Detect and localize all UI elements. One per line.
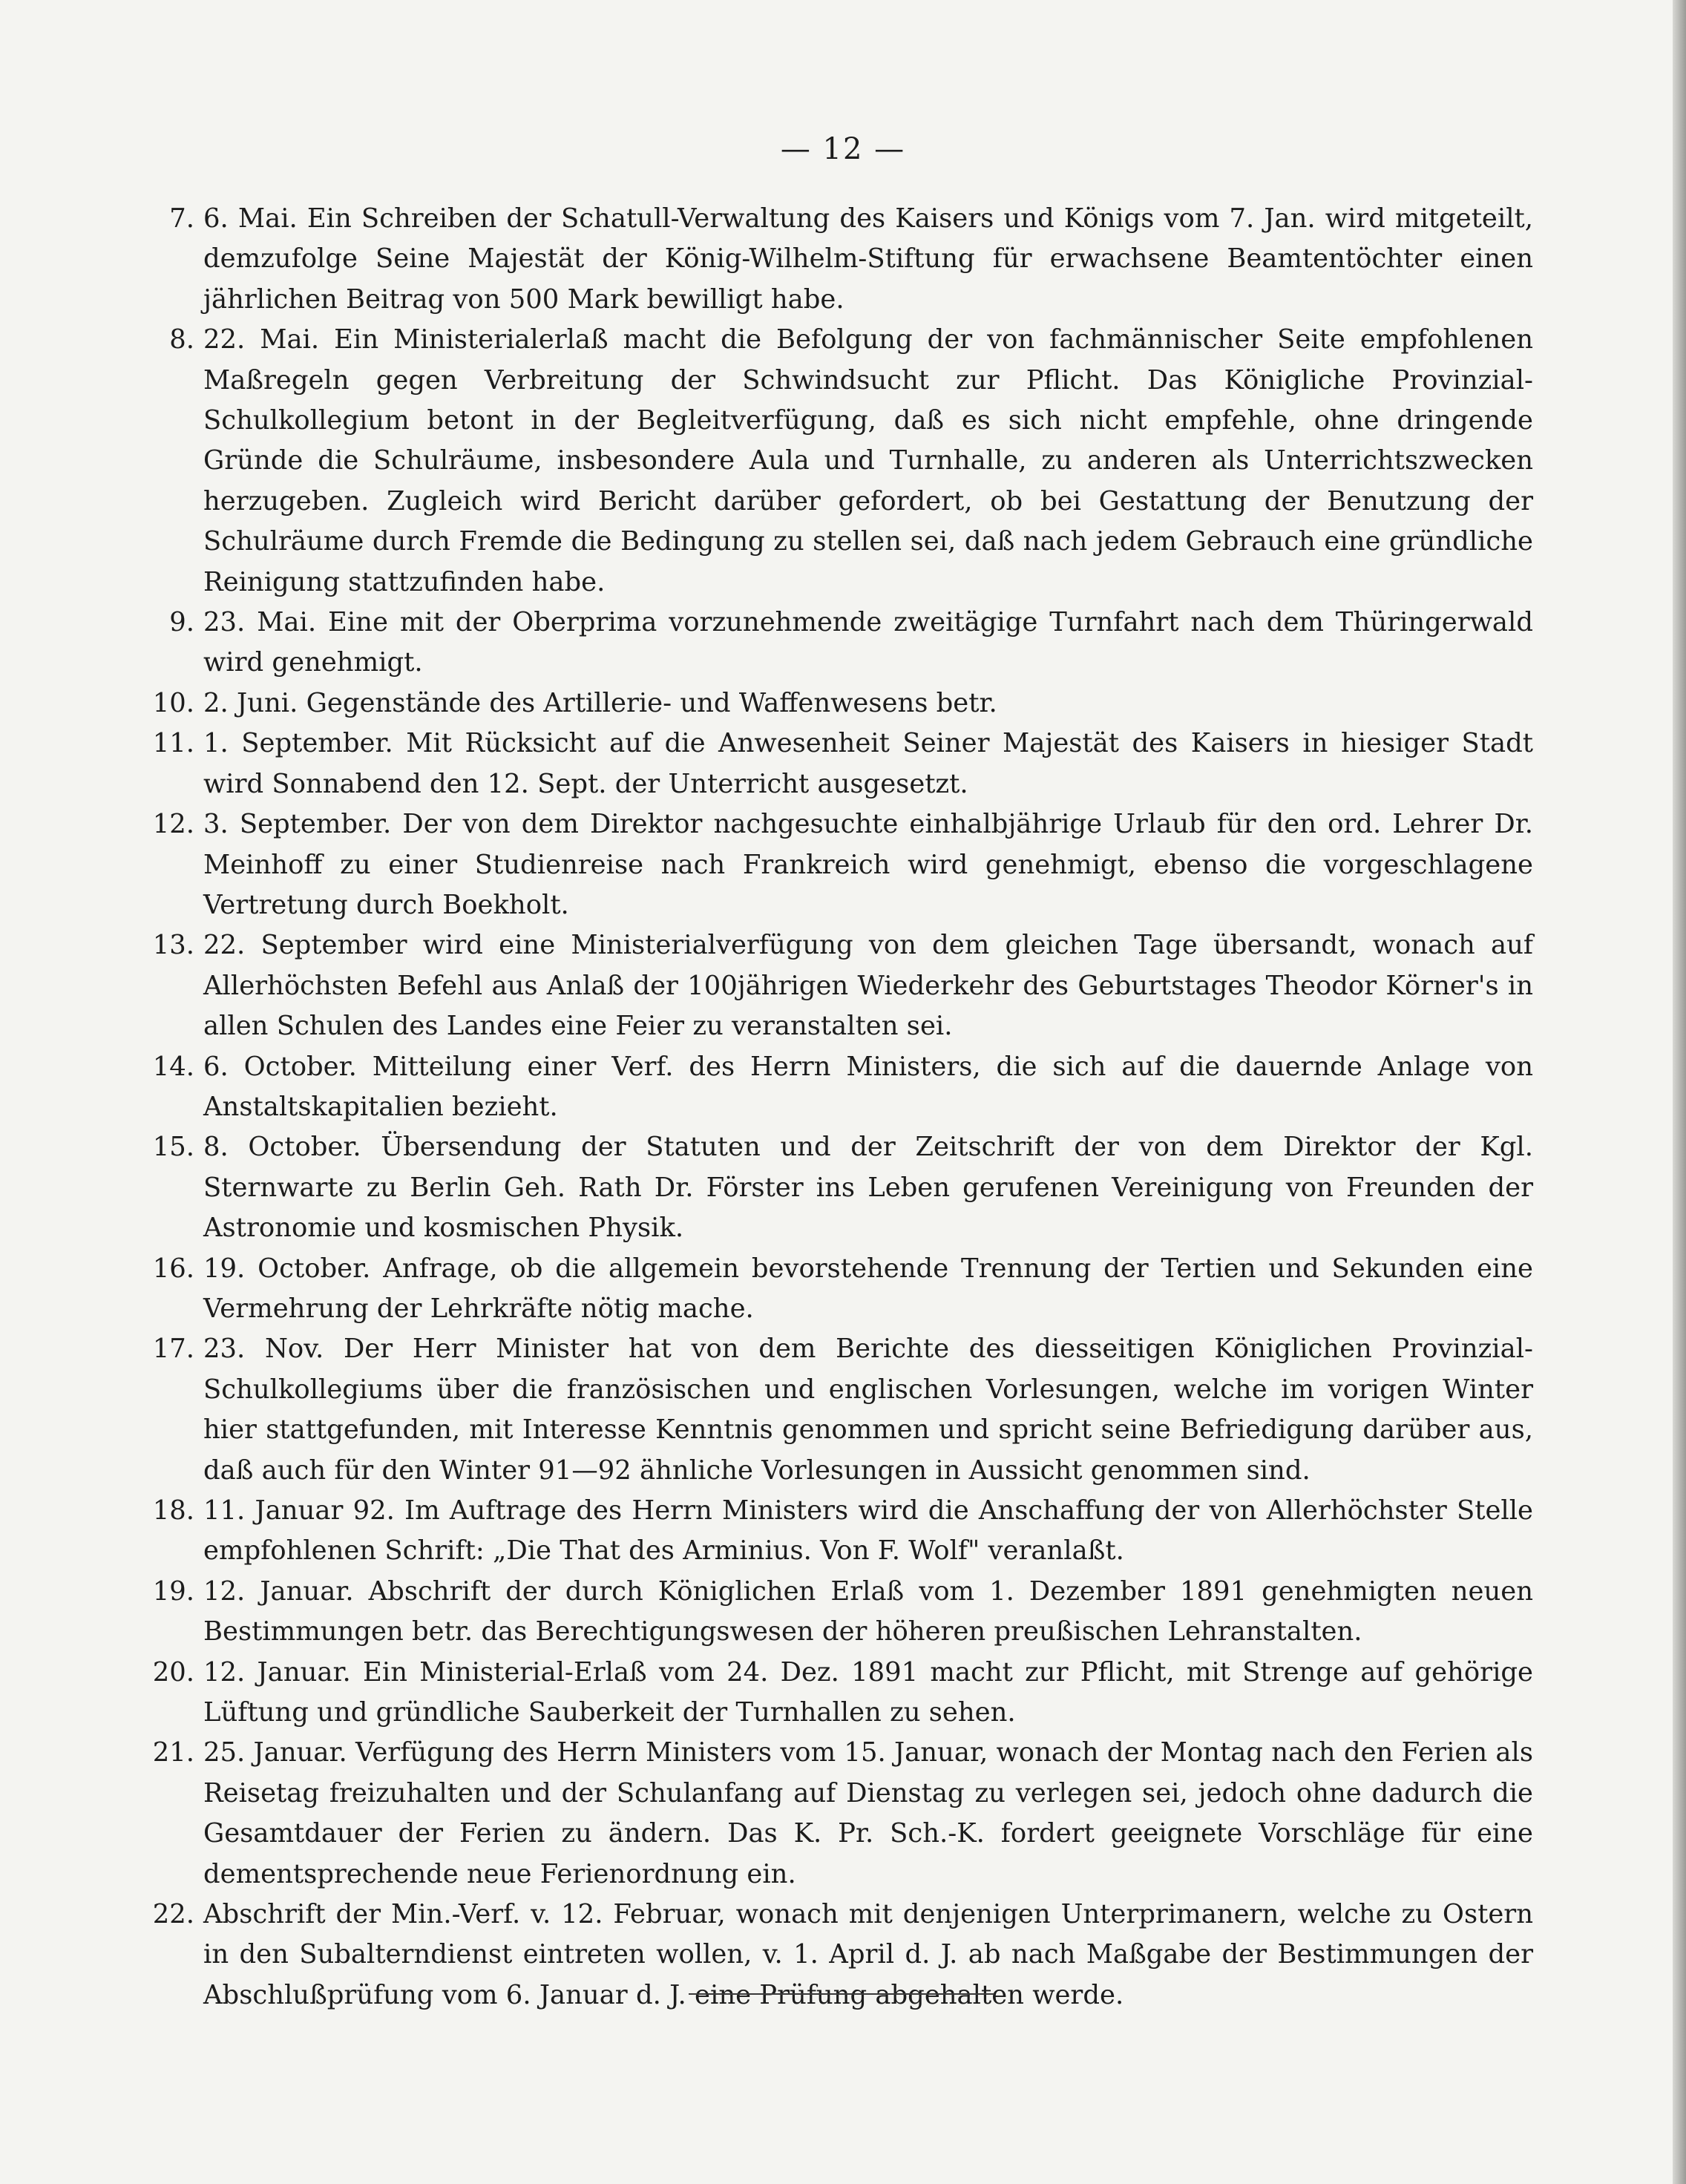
entry-number: 18. xyxy=(152,1495,194,1526)
list-item xyxy=(145,925,1533,1046)
list-item xyxy=(145,1127,1533,1248)
entry-text: 22. Mai. Ein Ministerialerlaß macht die Befolgung der von fachmännischer Seite empfohlenen Maßregeln gegen Verbreitung der Schwindsucht zur Pflicht. Das Königliche Provinzial-Schulkollegium betont in der Begleitverfügung, daß es sich nicht empfehle, ohne dringende Gründe die Schulräume, insbesondere Aula und Turnhalle, zu anderen als Unterrichtszwecken herzugeben. Zugleich wird Bericht darüber gefordert, ob bei Gestattung der Benutzung der Schulräume durch Fremde die Bedingung zu stellen sei, daß nach jedem Gebrauch eine gründliche Reinigung stattzufinden habe. xyxy=(203,324,1533,597)
entry-text: 6. October. Mitteilung einer Verf. des Herrn Ministers, die sich auf die dauernde Anlage von Anstaltskapitalien bezieht. xyxy=(203,1051,1533,1122)
entry-number: 14. xyxy=(152,1051,194,1082)
list-item xyxy=(145,1249,1533,1330)
list-item xyxy=(145,1047,1533,1128)
entry-number: 12. xyxy=(152,809,194,840)
entry-text: 11. Januar 92. Im Auftrage des Herrn Ministers wird die Anschaffung der von Allerhöchster Stelle empfohlenen Schrift: „Die That des Arminius. Von F. Wolf" veranlaßt. xyxy=(203,1495,1533,1567)
list-item xyxy=(145,1491,1533,1572)
entry-text: 1. September. Mit Rücksicht auf die Anwesenheit Seiner Majestät des Kaisers in hiesiger Stadt wird Sonnabend den 12. Sept. der Unterricht ausgesetzt. xyxy=(203,728,1533,799)
list-item xyxy=(145,724,1533,804)
entry-text: 6. Mai. Ein Schreiben der Schatull-Verwaltung des Kaisers und Königs vom 7. Jan. wird mitgeteilt, demzufolge Seine Majestät der König-Wilhelm-Stiftung für erwachsene Beamtentöchter einen jährlichen Beitrag von 500 Mark bewilligt habe. xyxy=(203,203,1533,315)
entry-number: 8. xyxy=(169,324,194,355)
entry-number: 21. xyxy=(152,1737,194,1768)
list-item xyxy=(145,1653,1533,1734)
entry-number: 15. xyxy=(152,1132,194,1163)
list-item xyxy=(145,1733,1533,1895)
entry-text: 22. September wird eine Ministerialverfügung von dem gleichen Tage übersandt, wonach auf Allerhöchsten Befehl aus Anlaß der 100jährigen Wiederkehr des Geburtstages Theodor Körner's in allen Schulen des Landes eine Feier zu veranstalten sei. xyxy=(203,930,1533,1042)
entry-number: 22. xyxy=(152,1899,194,1930)
entry-number: 13. xyxy=(152,930,194,961)
list-item xyxy=(145,320,1533,603)
entry-number: 10. xyxy=(152,687,194,718)
entry-text: 23. Nov. Der Herr Minister hat von dem Berichte des diesseitigen Königlichen Provinzial-Schulkollegiums über die französischen und englischen Vorlesungen, welche im vorigen Winter hier stattgefunden, mit Interesse Kenntnis genommen und spricht seine Befriedigung darüber aus, daß auch für den Winter 91—92 ähnliche Vorlesungen in Aussicht genommen sind. xyxy=(203,1334,1533,1486)
entry-text: 25. Januar. Verfügung des Herrn Ministers vom 15. Januar, wonach der Montag nach den Ferien als Reisetag freizuhalten und der Schulanfang auf Dienstag zu verlegen sei, jedoch ohne dadurch die Gesamtdauer der Ferien zu ändern. Das K. Pr. Sch.-K. fordert geeignete Vorschläge für eine dementsprechende neue Ferienordnung ein. xyxy=(203,1737,1533,1889)
list-item xyxy=(145,804,1533,925)
entry-number: 16. xyxy=(152,1253,194,1284)
list-item xyxy=(145,683,1533,724)
page-binding-edge xyxy=(1673,0,1686,2184)
list-item xyxy=(145,1895,1533,2016)
entry-text: 19. October. Anfrage, ob die allgemein bevorstehende Trennung der Tertien und Sekunden eine Vermehrung der Lehrkräfte nötig mache. xyxy=(203,1253,1533,1324)
entry-text: 2. Juni. Gegenstände des Artillerie- und Waffenwesens betr. xyxy=(203,687,997,718)
entry-list xyxy=(145,199,1533,2016)
entry-number: 17. xyxy=(152,1334,194,1365)
list-item xyxy=(145,199,1533,320)
footer-divider xyxy=(689,1993,994,1995)
entry-text: 12. Januar. Abschrift der durch Königlichen Erlaß vom 1. Dezember 1891 genehmigten neuen Bestimmungen betr. das Berechtigungswesen der höheren preußischen Lehranstalten. xyxy=(203,1575,1533,1647)
page-number: — 12 — xyxy=(780,132,906,166)
entry-text: Abschrift der Min.-Verf. v. 12. Februar, wonach mit denjenigen Unterprimanern, welche zu Ostern in den Subalterndienst eintreten wollen, v. 1. April d. J. ab nach Maßgabe der Bestimmungen der Abschlußprüfung vom 6. Januar d. J. eine Prüfung abgehalten werde. xyxy=(203,1899,1533,2010)
entry-number: 11. xyxy=(152,728,194,759)
entry-number: 7. xyxy=(169,203,194,234)
list-item xyxy=(145,1329,1533,1491)
list-item xyxy=(145,603,1533,683)
entry-number: 9. xyxy=(169,607,194,638)
entry-text: 23. Mai. Eine mit der Oberprima vorzunehmende zweitägige Turnfahrt nach dem Thüringerwald wird genehmigt. xyxy=(203,607,1533,678)
entry-number: 20. xyxy=(152,1656,194,1688)
list-item xyxy=(145,1572,1533,1653)
entry-number: 19. xyxy=(152,1575,194,1607)
entry-text: 3. September. Der von dem Direktor nachgesuchte einhalbjährige Urlaub für den ord. Lehrer Dr. Meinhoff zu einer Studienreise nach Frankreich wird genehmigt, ebenso die vorgeschlagene Vertretung durch Boekholt. xyxy=(203,809,1533,920)
entry-text: 12. Januar. Ein Ministerial-Erlaß vom 24. Dez. 1891 macht zur Pflicht, mit Strenge auf gehörige Lüftung und gründliche Sauberkeit der Turnhallen zu sehen. xyxy=(203,1656,1533,1728)
entry-text: 8. October. Übersendung der Statuten und der Zeitschrift der von dem Direktor der Kgl. Sternwarte zu Berlin Geh. Rath Dr. Förster ins Leben gerufenen Vereinigung von Freunden der Astronomie und kosmischen Physik. xyxy=(203,1132,1533,1244)
